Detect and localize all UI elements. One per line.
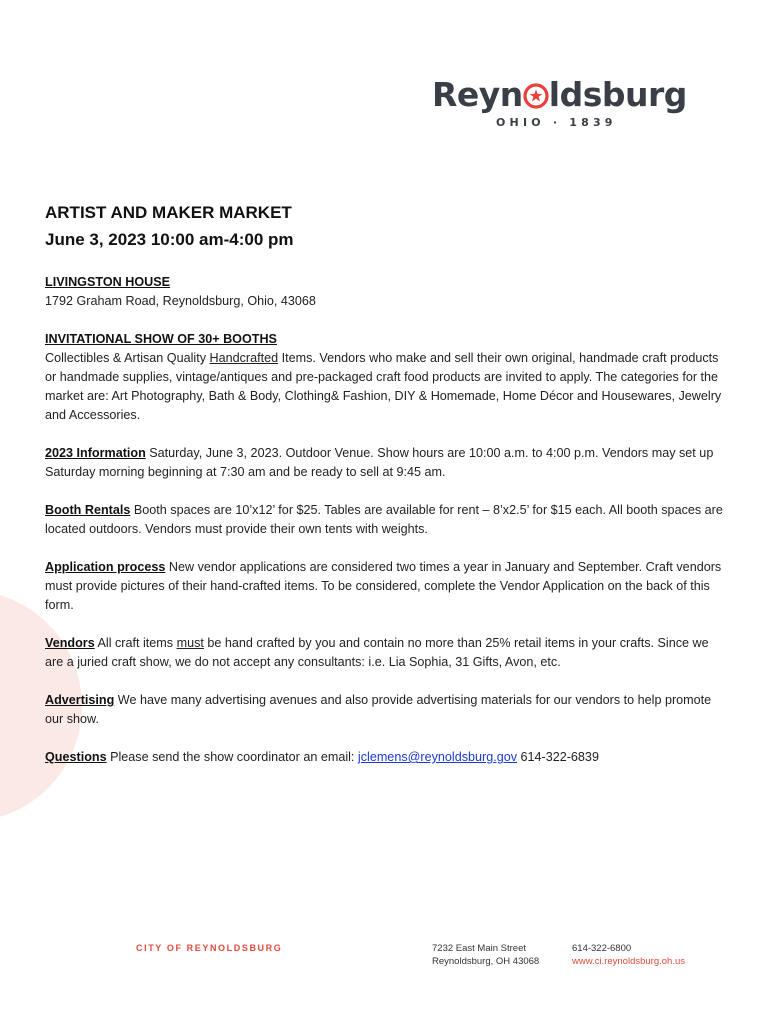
footer-phone: 614-322-6800 (572, 943, 632, 954)
invitational-heading: INVITATIONAL SHOW OF 30+ BOOTHS (45, 332, 277, 346)
venue-heading: LIVINGSTON HOUSE (45, 275, 171, 289)
invitational-section (45, 330, 725, 425)
info-text: Saturday, June 3, 2023. Outdoor Venue. Show hours are 10:00 a.m. to 4:00 p.m. Vendors may set up Saturday morning beginning at 7:30 am and be ready to sell at 9:45 am. (45, 446, 714, 479)
application-section (45, 558, 725, 615)
questions-heading: Questions (45, 750, 107, 764)
questions-section: Questions Please send the show coordinator an email: jclemens@reynoldsburg.gov 614-322-6839 (45, 750, 599, 764)
footer-website-link[interactable]: www.ci.reynoldsburg.oh.us (572, 956, 685, 967)
vendors-heading: Vendors (45, 636, 95, 650)
venue-section (45, 273, 725, 311)
booth-text: Booth spaces are 10’x12’ for $25. Tables are available for rent – 8’x2.5’ for $15 each. All booth spaces are located outdoors. Vendors must provide their own tents with weights. (45, 503, 723, 536)
footer-contact (572, 942, 685, 968)
coordinator-phone: 614-322-6839 (517, 750, 599, 764)
logo-text-part1: Reyn (432, 75, 523, 114)
flyer-content (45, 199, 725, 767)
reynoldsburg-logo (432, 75, 687, 129)
footer-address: 7232 East Main Street Reynoldsburg, OH 43068 (432, 943, 540, 967)
application-heading: Application process (45, 560, 166, 574)
invitational-text: Collectibles & Artisan Quality Handcrafted Items. Vendors who make and sell their own original, handmade craft products or handmade supplies, vintage/antiques and pre-packaged craft food products are invited to apply. The categories for the market are: Art Photography, Bath & Body, Clothing& Fashion, DIY & Homemade, Home Décor and Housewares, Jewelry and Accessories. (45, 351, 722, 422)
event-date: June 3, 2023 10:00 am-4:00 pm (45, 230, 294, 249)
info-section (45, 444, 725, 482)
booth-section (45, 501, 725, 539)
logo-text-part2: ldsburg (548, 75, 687, 114)
advertising-heading: Advertising (45, 693, 115, 707)
logo-tagline: OHIO · 1839 (496, 116, 617, 129)
advertising-text: We have many advertising avenues and also provide advertising materials for our vendors to help promote our show. (45, 693, 712, 726)
vendors-section: Vendors All craft items must be hand crafted by you and contain no more than 25% retail items in your crafts. Since we are a juried craft show, we do not accept any consultants: i.e. Lia Sophia, 31 Gifts, Avon, etc. (45, 636, 709, 669)
star-icon (523, 76, 549, 114)
application-text: New vendor applications are considered two times a year in January and September. Craft vendors must provide pictures of their hand-crafted items. To be considered, complete the Vendor Application on the back of this form. (45, 560, 722, 612)
event-title: ARTIST AND MAKER MARKET (45, 203, 292, 222)
booth-heading: Booth Rentals (45, 503, 131, 517)
info-heading: 2023 Information (45, 446, 146, 460)
advertising-section (45, 691, 725, 729)
venue-address: 1792 Graham Road, Reynoldsburg, Ohio, 43068 (45, 294, 316, 308)
logo-wordmark (432, 75, 687, 114)
coordinator-email-link[interactable]: jclemens@reynoldsburg.gov (357, 750, 518, 764)
footer-city-name: CITY OF REYNOLDSBURG (136, 943, 283, 953)
